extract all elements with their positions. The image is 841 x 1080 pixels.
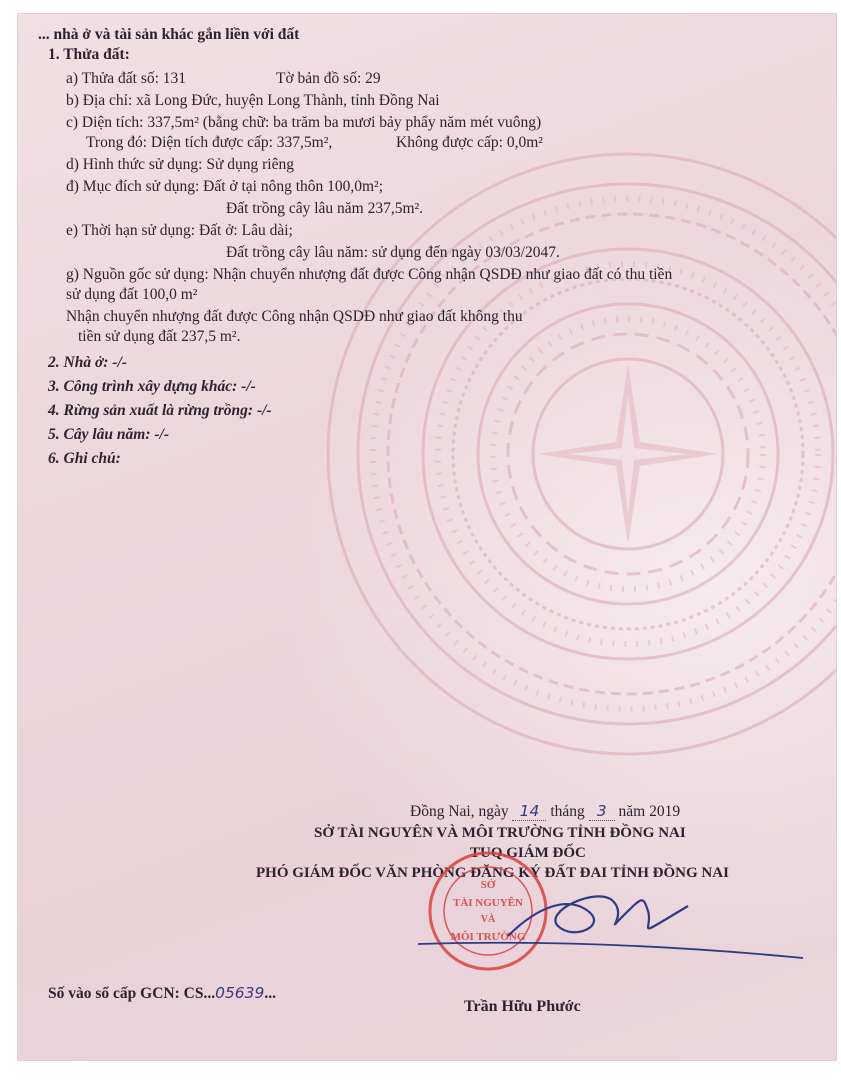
section-planted-forest: 4. Rừng sản xuất là rừng trồng: -/- [48,402,272,419]
map-sheet-number: Tờ bản đồ số: 29 [276,70,381,87]
on-behalf: TUQ.GIÁM ĐỐC [470,845,586,861]
drum-watermark [318,144,836,764]
origin-1: g) Nguồn gốc sử dụng: Nhận chuyển nhượng đất được Công nhận QSDĐ như giao đất có thu tiền [66,266,673,283]
signing-date [410,802,680,821]
origin-2: sử dụng đất 100,0 m² [66,286,198,303]
seal-line-3: VÀ [480,914,496,925]
certificate-page [18,14,836,1060]
signer-name: Trần Hữu Phước [464,998,581,1015]
date-prefix: Đồng Nai, ngày [410,803,509,820]
registry-label: Số vào sổ cấp GCN: CS... [48,985,216,1002]
origin-4: tiền sử dụng đất 237,5 m². [78,328,241,345]
use-term-1: e) Thời hạn sử dụng: Đất ở: Lâu dài; [66,222,293,239]
area-not-granted: Không được cấp: 0,0m² [396,134,543,151]
registry-suffix: ... [264,985,277,1002]
agency-name: SỞ TÀI NGUYÊN VÀ MÔI TRƯỜNG TỈNH ĐỒNG NAI [314,825,686,841]
signature [398,866,808,976]
area: c) Diện tích: 337,5m² (bằng chữ: ba trăm ba mươi bảy phẩy năm mét vuông) [66,114,542,131]
registry-value: 05639 [215,984,265,1002]
seal-line-1: SỞ [480,879,496,891]
origin-3: Nhận chuyển nhượng đất được Công nhận QSDĐ như giao đất không thu [66,308,523,325]
sub-title: 1. Thửa đất: [48,46,130,63]
use-form: d) Hình thức sử dụng: Sử dụng riêng [66,156,294,173]
area-granted: Trong đó: Diện tích được cấp: 337,5m², [86,134,333,151]
date-month-label: tháng [550,803,585,820]
use-purpose-1: đ) Mục đích sử dụng: Đất ở tại nông thôn 100,0m²; [66,178,384,195]
date-day: 14 [512,802,546,821]
signer-title: PHÓ GIÁM ĐỐC VĂN PHÒNG ĐĂNG KÝ ĐẤT ĐAI TỈNH ĐỒNG NAI [256,865,729,881]
address: b) Địa chỉ: xã Long Đức, huyện Long Thành, tỉnh Đồng Nai [66,92,440,109]
section-notes: 6. Ghi chú: [48,450,121,467]
date-year-label: năm 2019 [618,803,681,820]
registry-number [48,984,276,1003]
parcel-number: a) Thửa đất số: 131 [66,70,187,87]
section-other-construction: 3. Công trình xây dựng khác: -/- [48,378,256,395]
section-house: 2. Nhà ở: -/- [48,354,127,371]
use-term-2: Đất trồng cây lâu năm: sử dụng đến ngày 03/03/2047. [226,244,560,261]
use-purpose-2: Đất trồng cây lâu năm 237,5m². [226,200,424,217]
section-title: ... nhà ở và tài sản khác gắn liền với đất [38,26,300,43]
seal-line-2: TÀI NGUYÊN [453,897,523,909]
section-perennial-trees: 5. Cây lâu năm: -/- [48,426,169,443]
date-month: 3 [589,802,615,821]
seal-line-4: MÔI TRƯỜNG [450,931,526,943]
